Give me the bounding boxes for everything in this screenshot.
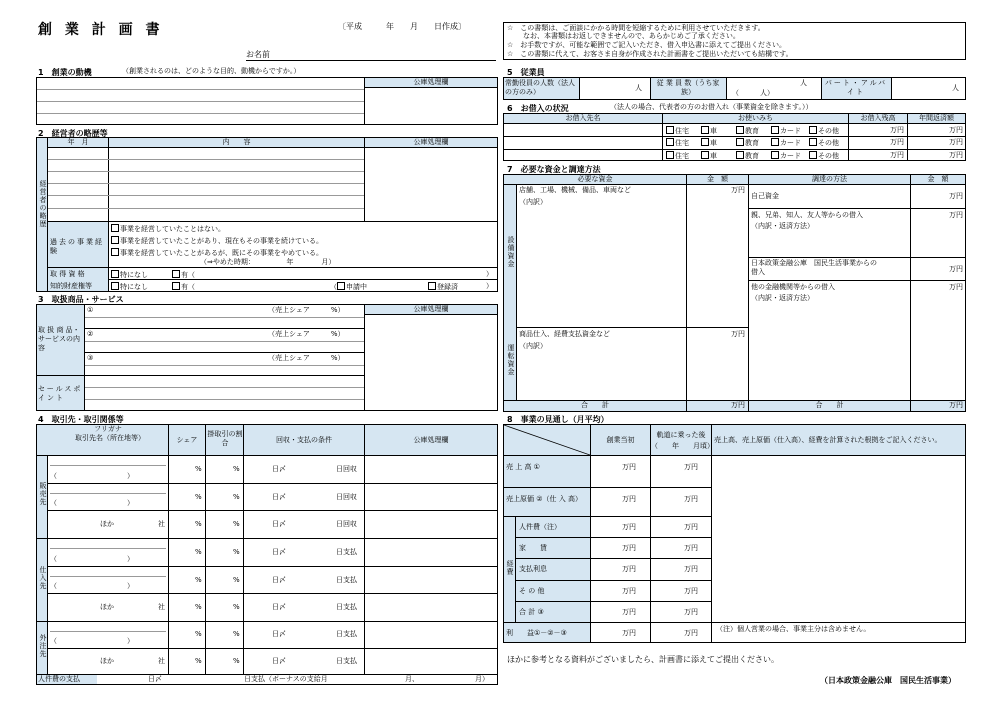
expense-side: 経費 — [506, 560, 514, 576]
employees-unit[interactable]: 人 — [800, 79, 807, 87]
forecast-start-value[interactable]: 万円 — [622, 565, 636, 573]
section-6-title: 6 お借入の状況 — [507, 104, 569, 113]
reference-note: ほかに参考となる資料がございましたら、計画書に添えてご提出ください。 — [507, 655, 779, 664]
forecast-start-value[interactable]: 万円 — [622, 463, 636, 471]
start-col: 創業当初 — [606, 436, 635, 444]
forecast-stable-value[interactable]: 万円 — [684, 565, 698, 573]
forecast-row-label: 利 益①－②－③ — [506, 628, 567, 637]
share-percent[interactable]: % — [195, 630, 202, 639]
forecast-start-value[interactable]: 万円 — [622, 495, 636, 503]
balance-col: お借入残高 — [860, 114, 896, 122]
customers-side: 販売先 — [39, 482, 47, 506]
use-col: お使いみち — [738, 114, 773, 122]
loan-use-option[interactable]: 住宅 — [666, 126, 689, 136]
trade-address[interactable]: （ ） — [50, 554, 134, 563]
ip-applying[interactable]: （ 申請中 — [330, 283, 367, 291]
settle-day[interactable]: 日支払 — [336, 575, 357, 584]
payroll-month[interactable]: 月、 — [405, 675, 419, 683]
amount-col-2: 金 額 — [927, 175, 949, 183]
work-breakdown: （内訳） — [519, 342, 547, 350]
note-3: ☆ お手数ですが、可能な範囲でご記入いただき、借入申込書に添えてご提出ください。 — [507, 41, 786, 49]
settle-day[interactable]: 日回収 — [336, 492, 357, 501]
cutoff-day[interactable]: 日〆 — [272, 575, 286, 584]
col-month: 年 月 — [67, 138, 89, 146]
qualification-label: 取 得 資 格 — [50, 270, 85, 278]
qual-yes[interactable]: 有（ — [172, 270, 195, 280]
forecast-start-value[interactable]: 万円 — [622, 543, 636, 552]
share-percent[interactable]: % — [195, 547, 202, 556]
forecast-row-label: 合 計 ③ — [519, 607, 544, 616]
product-2[interactable]: ② — [87, 330, 94, 338]
settle-day[interactable]: 日支払 — [336, 630, 357, 639]
basis-col: 売上高、売上原価（仕入高）、経費を計算された根拠をご記入ください。 — [714, 436, 942, 444]
kake-percent[interactable]: % — [233, 630, 240, 639]
loan-use-option[interactable]: 車 — [701, 151, 717, 161]
col-content: 内 容 — [222, 138, 251, 146]
forecast-row-label: 支払利息 — [519, 565, 547, 573]
loan-annual[interactable]: 万円 — [949, 126, 963, 134]
cutoff-day[interactable]: 日〆 — [272, 464, 286, 473]
share-percent[interactable]: % — [195, 656, 202, 665]
settle-day[interactable]: 日支払 — [336, 547, 357, 556]
working-side: 運転資金 — [507, 344, 515, 376]
loan-annual[interactable]: 万円 — [949, 138, 963, 147]
equip-desc: 店舗、工場、機械、備品、車両など — [519, 186, 631, 194]
section-8-title: 8 事業の見通し（月平均） — [507, 415, 609, 424]
section-3-title: 3 取扱商品・サービス — [38, 295, 124, 304]
other-count-unit: 社 — [158, 656, 165, 665]
name-col-label: 取引先名（所在地等） — [75, 434, 145, 442]
section-7-title: 7 必要な資金と調達方法 — [507, 165, 601, 174]
cutoff-day[interactable]: 日〆 — [272, 630, 286, 639]
family-amount[interactable]: 万円 — [949, 211, 963, 219]
kake-col-label: 掛取引の割合 — [207, 430, 243, 447]
business-experience-label: 過去の事業経験 — [50, 238, 104, 255]
kake-percent[interactable]: % — [233, 492, 240, 501]
note-4: ☆ この書類に代えて、お客さま自身が作成された計画書をご提出いただいても結構です。 — [507, 50, 793, 58]
other-count-unit: 社 — [158, 520, 165, 529]
exp-option-2[interactable]: 事業を経営していたことがあり、現在もその事業を続けている。 — [111, 236, 323, 246]
product-2-share[interactable]: （売上シェア %） — [268, 330, 345, 338]
forecast-stable-value[interactable]: 万円 — [684, 607, 698, 616]
work-amount[interactable]: 万円 — [731, 330, 745, 338]
kake-percent[interactable]: % — [233, 520, 240, 529]
other-loan-sub: （内訳・返済方法） — [751, 294, 814, 302]
other-count-label: ほか — [100, 520, 114, 529]
parttime-unit[interactable]: 人 — [952, 84, 959, 92]
forecast-stable-value[interactable]: 万円 — [684, 628, 698, 637]
cond-col-label: 回収・支払の条件 — [276, 436, 332, 444]
ip-none[interactable]: 特になし — [111, 282, 148, 292]
loan-use-option[interactable]: 教育 — [736, 126, 759, 136]
cutoff-day[interactable]: 日〆 — [272, 603, 286, 612]
loan-balance[interactable]: 万円 — [890, 126, 904, 134]
funds-table — [503, 174, 966, 412]
sales-point-label: セールスポイント — [38, 385, 83, 402]
payroll-label: 人件費の支払 — [38, 675, 80, 683]
method-total-amount[interactable]: 万円 — [949, 401, 963, 409]
office-use-label: 公庫処理欄 — [413, 78, 449, 86]
subcontractors-side: 外注先 — [39, 634, 47, 658]
quit-period[interactable]: （⇒やめた時期： 年 月） — [200, 258, 336, 266]
qual-close: ） — [486, 270, 493, 278]
need-col: 必要な資金 — [577, 175, 613, 183]
exp-option-3[interactable]: 事業を経営していたことがあるが、既にその事業をやめている。 — [111, 248, 323, 258]
exp-option-1[interactable]: 事業を経営していたことはない。 — [111, 224, 225, 234]
loan-use-option[interactable]: 教育 — [736, 151, 759, 161]
qual-none[interactable]: 特になし — [111, 270, 148, 280]
lender-col: お借入先名 — [565, 114, 601, 122]
share-percent[interactable]: % — [195, 464, 202, 473]
employees-label: 従 業 員 数（うち家族） — [656, 79, 720, 96]
forecast-stable-value[interactable]: 万円 — [684, 586, 698, 595]
annual-col: 年間返済額 — [919, 114, 954, 122]
ip-close: ） — [486, 282, 493, 290]
cutoff-day[interactable]: 日〆 — [272, 656, 286, 665]
product-3-share[interactable]: （売上シェア %） — [268, 354, 345, 362]
kake-percent[interactable]: % — [233, 656, 240, 665]
loan-use-option[interactable]: 車 — [701, 138, 717, 148]
other-count-label: ほか — [100, 656, 114, 665]
loan-use-option[interactable]: その他 — [809, 151, 839, 161]
office-use-label: 公庫処理欄 — [413, 436, 449, 444]
family-loan: 親、兄弟、知人、友人等からの借入 — [751, 211, 863, 219]
section-2-title: 2 経営者の略歴等 — [38, 129, 108, 138]
trade-address[interactable]: （ ） — [50, 499, 134, 508]
stable-period[interactable]: （ 年 月頃） — [651, 442, 714, 450]
regular-unit[interactable]: 人 — [635, 84, 642, 92]
other-count-unit: 社 — [158, 603, 165, 612]
section-6-subtitle: （法人の場合、代表者の方のお借入れ（事業資金を除きます。）） — [610, 103, 813, 111]
issuer: （日本政策金融公庫 国民生活事業） — [820, 676, 956, 685]
regular-label: 常勤役員の人数（法人の方のみ） — [505, 79, 575, 96]
equipment-side: 設備資金 — [507, 236, 515, 268]
other-loan: 他の金融機関等からの借入 — [751, 283, 835, 291]
kake-percent[interactable]: % — [233, 547, 240, 556]
page-title: 創 業 計 画 書 — [38, 22, 164, 38]
share-percent[interactable]: % — [195, 492, 202, 501]
forecast-start-value[interactable]: 万円 — [622, 522, 636, 531]
settle-day[interactable]: 日支払 — [336, 603, 357, 612]
loan-use-option[interactable]: 教育 — [736, 138, 759, 148]
products-table — [36, 304, 498, 411]
ip-registered[interactable]: 登録済 — [428, 282, 458, 292]
loan-balance[interactable]: 万円 — [890, 150, 904, 159]
parttime-label: パート・アルバイト — [824, 79, 888, 96]
loan-use-option[interactable]: その他 — [809, 138, 839, 148]
payroll-pay[interactable]: 日支払（ボーナスの支給月 — [244, 675, 328, 683]
kake-percent[interactable]: % — [233, 603, 240, 612]
forecast-note: （注）個人営業の場合、事業主分は含めません。 — [716, 625, 871, 633]
forecast-start-value[interactable]: 万円 — [622, 607, 636, 616]
forecast-start-value[interactable]: 万円 — [622, 586, 636, 595]
section-1-title: 1 創業の動機 — [38, 68, 92, 77]
trade-address[interactable]: （ ） — [50, 636, 134, 645]
need-total-label: 合 計 — [581, 401, 609, 409]
note-1: ☆ この書類は、ご面談にかかる時間を短縮するために利用させていただきます。 — [507, 24, 765, 32]
section-1-subtitle: （創業されるのは、どのような目的、動機からですか。） — [122, 67, 301, 75]
payroll-cutoff[interactable]: 日〆 — [148, 675, 162, 683]
career-side-label: 経営者の略歴 — [39, 180, 47, 228]
kake-percent[interactable]: % — [233, 575, 240, 584]
cutoff-day[interactable]: 日〆 — [272, 492, 286, 501]
forecast-start-value[interactable]: 万円 — [622, 628, 636, 637]
cutoff-day[interactable]: 日〆 — [272, 520, 286, 529]
cutoff-day[interactable]: 日〆 — [272, 547, 286, 556]
forecast-row-label: 売 上 高 ① — [506, 463, 540, 471]
method-col: 調達の方法 — [812, 175, 847, 183]
forecast-stable-value[interactable]: 万円 — [684, 463, 698, 471]
family-loan-sub: （内訳・返済方法） — [751, 222, 814, 230]
share-col-label: シェア — [176, 436, 198, 444]
name-label: お名前 — [246, 50, 270, 59]
forecast-row-label: 家 賃 — [519, 543, 547, 552]
need-total-amount[interactable]: 万円 — [731, 401, 745, 409]
loan-use-option[interactable]: カード — [771, 138, 801, 148]
forecast-row-label: 人件費（注） — [519, 522, 561, 531]
settle-day[interactable]: 日支払 — [336, 656, 357, 665]
stable-col: 軌道に乗った後 — [656, 431, 706, 439]
loan-use-option[interactable]: 車 — [701, 126, 717, 136]
creation-date: 〔平成 年 月 日作成〕 — [338, 22, 466, 31]
loan-annual[interactable]: 万円 — [949, 150, 963, 159]
share-percent[interactable]: % — [195, 575, 202, 584]
forecast-stable-value[interactable]: 万円 — [684, 543, 698, 552]
loan-use-option[interactable]: その他 — [809, 126, 839, 136]
products-label: 取 扱 商 品・サービスの内 容 — [38, 326, 87, 352]
name-field[interactable] — [246, 60, 496, 61]
other-amount[interactable]: 万円 — [949, 283, 963, 291]
jfc-loan: 日本政策金融公庫 国民生活事業からの借入 — [751, 259, 877, 276]
family-count[interactable]: （ 人） — [732, 89, 774, 97]
furigana-label: フリガナ — [94, 425, 122, 433]
suppliers-side: 仕入先 — [39, 566, 47, 590]
own-amount[interactable]: 万円 — [949, 192, 963, 200]
amount-col-1: 金 額 — [707, 175, 728, 183]
ip-label: 知的財産権等 — [50, 282, 92, 290]
note-2: なお、本書類はお返しできませんので、あらかじめご了承ください。 — [523, 32, 740, 40]
product-3[interactable]: ③ — [87, 354, 94, 362]
product-1[interactable]: ① — [87, 306, 94, 314]
section-5-title: 5 従業員 — [507, 68, 545, 77]
equip-breakdown: （内訳） — [519, 198, 547, 206]
method-total-label: 合 計 — [815, 401, 844, 409]
loan-use-option[interactable]: 住宅 — [666, 151, 689, 161]
work-desc: 商品仕入、経費支払資金など — [519, 330, 610, 338]
own-funds: 自己資金 — [751, 192, 779, 200]
product-1-share[interactable]: （売上シェア %） — [268, 306, 345, 314]
header-diagonal — [504, 425, 590, 455]
jfc-amount[interactable]: 万円 — [949, 265, 963, 273]
office-use-label: 公庫処理欄 — [413, 138, 449, 146]
settle-day[interactable]: 日回収 — [336, 464, 357, 473]
equip-amount[interactable]: 万円 — [731, 186, 745, 194]
payroll-end[interactable]: 月） — [475, 675, 489, 683]
forecast-row-label: 売上原価 ②（仕 入 高） — [506, 495, 582, 503]
loan-use-option[interactable]: カード — [771, 126, 801, 136]
loan-use-option[interactable]: 住宅 — [666, 138, 689, 148]
loan-balance[interactable]: 万円 — [890, 138, 904, 147]
trade-address[interactable]: （ ） — [50, 471, 134, 480]
ip-yes[interactable]: 有（ — [172, 282, 195, 292]
loan-use-option[interactable]: カード — [771, 151, 801, 161]
other-count-label: ほか — [100, 603, 114, 612]
kake-percent[interactable]: % — [233, 464, 240, 473]
section-4-title: 4 取引先・取引関係等 — [38, 415, 124, 424]
office-use-label: 公庫処理欄 — [413, 305, 449, 313]
share-percent[interactable]: % — [195, 603, 202, 612]
share-percent[interactable]: % — [195, 520, 202, 529]
forecast-stable-value[interactable]: 万円 — [684, 495, 698, 503]
forecast-row-label: そ の 他 — [519, 586, 545, 595]
forecast-stable-value[interactable]: 万円 — [684, 522, 698, 531]
settle-day[interactable]: 日回収 — [336, 520, 357, 529]
trade-address[interactable]: （ ） — [50, 582, 134, 591]
